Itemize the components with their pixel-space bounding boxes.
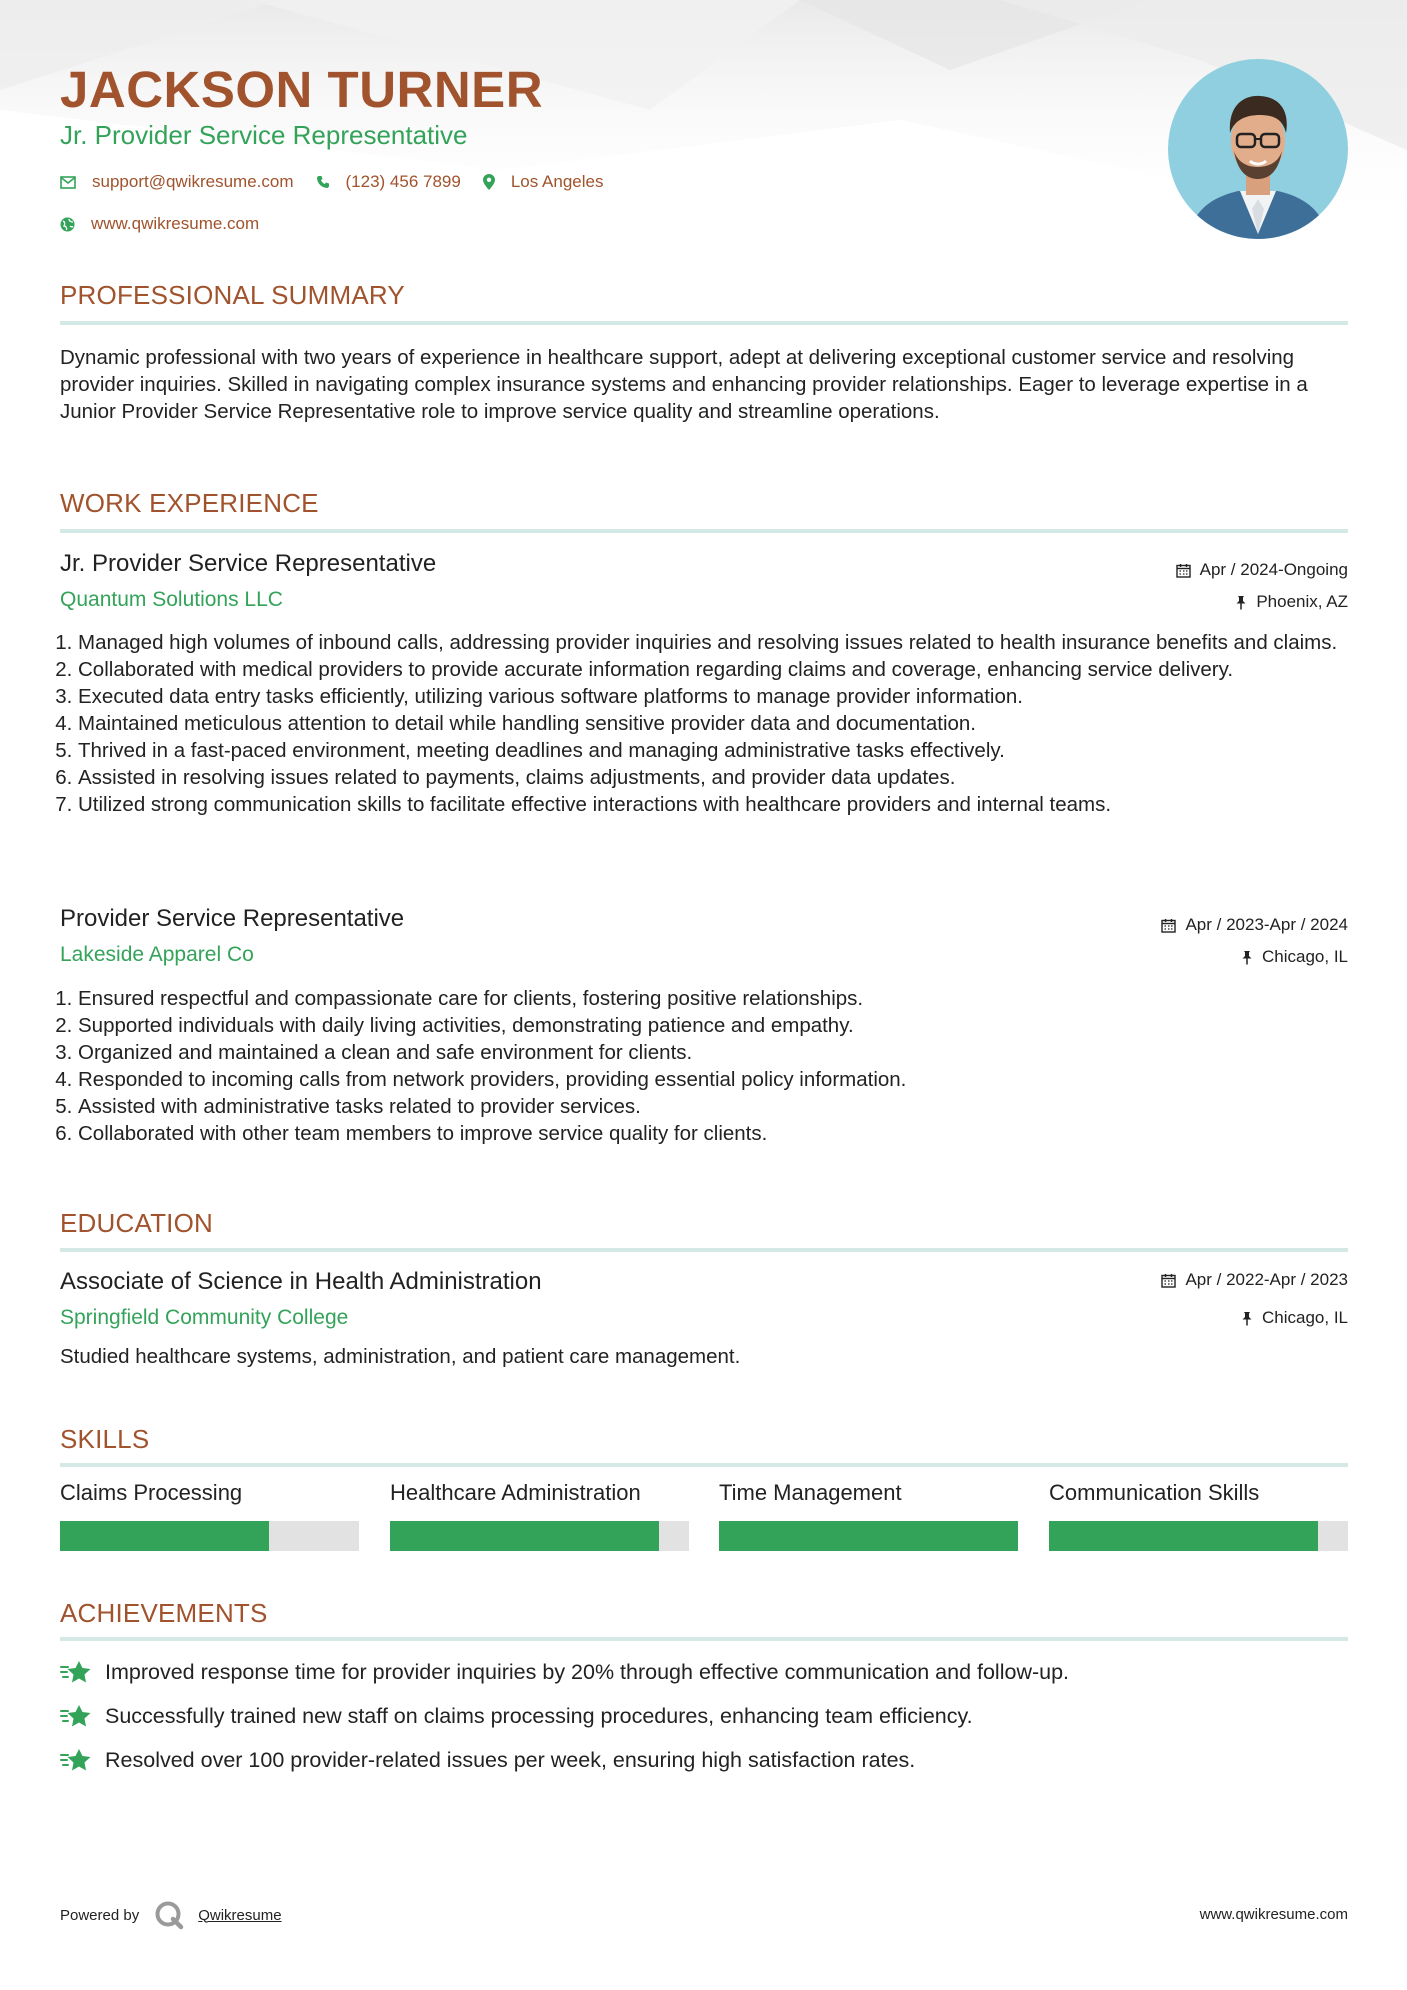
job-dates [1176,560,1348,580]
contact-row-website [60,214,281,234]
footer-powered-by [60,1900,282,1930]
section-heading-summary: PROFESSIONAL SUMMARY [60,280,405,310]
section-divider [60,529,1348,533]
degree-title: Associate of Science in Health Administration [60,1268,542,1295]
skill-label: Time Management [719,1480,902,1505]
candidate-title: Jr. Provider Service Representative [60,120,468,150]
job-bullet: 6. Assisted in resolving issues related to payments, claims adjustments, and provider data updates. [78,764,1368,791]
achievement-text: Successfully trained new staff on claims processing procedures, enhancing team efficiency. [105,1703,973,1728]
skill-bar [1049,1521,1348,1551]
job-dates-text: Apr / 2024-Ongoing [1199,560,1348,579]
map-pin-icon [483,174,495,190]
skill-item [719,1480,1018,1510]
qwikresume-link[interactable]: Qwikresume [198,1906,282,1924]
website-text: www.qwikresume.com [91,214,260,233]
education-description: Studied healthcare systems, administration, and patient care management. [60,1345,741,1368]
envelope-icon [60,176,76,189]
contact-location [483,172,604,192]
profile-photo [1168,59,1348,239]
section-heading-experience: WORK EXPERIENCE [60,488,319,518]
job-bullet: 1. Managed high volumes of inbound calls, addressing provider inquiries and resolving issues related to health insurance benefits and claims. [78,629,1368,656]
achievement-item [60,1702,973,1730]
skill-item [60,1480,359,1510]
skills-grid [60,1480,1350,1560]
calendar-icon [1161,1273,1176,1288]
pushpin-icon [1241,950,1253,965]
job-bullet: 1. Ensured respectful and compassionate care for clients, fostering positive relationships. [78,985,1368,1012]
company-name: Lakeside Apparel Co [60,943,254,966]
star-badge-icon [60,1746,93,1774]
qwikresume-logo-icon [154,1900,184,1930]
achievement-text: Improved response time for provider inquiries by 20% through effective communication and follow-up. [105,1659,1070,1684]
pushpin-icon [1241,1311,1253,1326]
achievement-item [60,1746,915,1774]
skill-bar-fill [719,1521,1018,1551]
job-dates-text: Apr / 2023-Apr / 2024 [1185,915,1348,934]
footer-website-link[interactable]: www.qwikresume.com [1199,1906,1348,1923]
powered-by-label: Powered by [60,1906,140,1924]
skill-bar-fill [1049,1521,1318,1551]
section-divider [60,321,1348,325]
job-bullets [60,985,1368,1147]
skill-item [390,1480,689,1510]
achievement-text: Resolved over 100 provider-related issues per week, ensuring high satisfaction rates. [105,1747,916,1772]
job-location [1241,947,1348,967]
calendar-icon [1161,918,1176,933]
phone-icon [316,175,330,189]
skill-label: Communication Skills [1049,1480,1260,1505]
job-bullet: 5. Assisted with administrative tasks related to provider services. [78,1093,1368,1120]
contact-email[interactable] [60,172,294,192]
job-bullets [60,629,1368,818]
candidate-name: JACKSON TURNER [60,61,544,118]
star-badge-icon [60,1658,93,1686]
job-bullet: 6. Collaborated with other team members to improve service quality for clients. [78,1120,1368,1147]
company-name: Quantum Solutions LLC [60,588,283,611]
section-divider [60,1248,1348,1252]
section-heading-achievements: ACHIEVEMENTS [60,1598,268,1628]
education-dates-text: Apr / 2022-Apr / 2023 [1185,1270,1348,1289]
email-text: support@qwikresume.com [92,172,294,191]
section-divider [60,1637,1348,1641]
skill-bar [390,1521,689,1551]
job-bullet: 2. Supported individuals with daily living activities, demonstrating patience and empathy. [78,1012,1368,1039]
location-text: Los Angeles [510,172,604,191]
calendar-icon [1176,563,1191,578]
job-location-text: Chicago, IL [1262,947,1348,966]
job-bullet: 4. Maintained meticulous attention to detail while handling sensitive provider data and documentation. [78,710,1368,737]
profile-photo-illustration [1168,59,1348,239]
section-heading-skills: SKILLS [60,1424,150,1454]
job-title: Provider Service Representative [60,905,405,932]
job-bullet: 5. Thrived in a fast-paced environment, meeting deadlines and managing administrative tasks effectively. [78,737,1368,764]
phone-text: (123) 456 7899 [345,172,461,191]
school-name: Springfield Community College [60,1306,349,1329]
education-dates [1161,1270,1348,1290]
skill-label: Claims Processing [60,1480,243,1505]
star-badge-icon [60,1702,93,1730]
job-bullet: 4. Responded to incoming calls from network providers, providing essential policy information. [78,1066,1368,1093]
contact-website[interactable] [60,214,259,234]
globe-icon [60,217,75,232]
pushpin-icon [1235,595,1247,610]
skill-bar-fill [390,1521,659,1551]
section-heading-education: EDUCATION [60,1208,213,1238]
job-dates [1161,915,1348,935]
education-location [1241,1308,1348,1328]
job-bullet: 3. Organized and maintained a clean and safe environment for clients. [78,1039,1368,1066]
contact-phone[interactable] [316,172,461,192]
skill-item [1049,1480,1348,1510]
job-location-text: Phoenix, AZ [1256,592,1348,611]
skill-bar-fill [60,1521,269,1551]
job-location [1235,592,1348,612]
job-bullet: 2. Collaborated with medical providers to provide accurate information regarding claims and coverage, enhancing service delivery. [78,656,1368,683]
job-bullet: 3. Executed data entry tasks efficiently, utilizing various software platforms to manage provider information. [78,683,1368,710]
summary-text: Dynamic professional with two years of experience in healthcare support, adept at delivering exceptional customer service and resolving provider inquiries. Skilled in navigating complex insurance systems and enhancing provider relationships. Eager to leverage expertise in a Junior Provider Service Representative role to improve service quality and streamline operations. [60,346,1308,423]
section-divider [60,1463,1348,1467]
skill-label: Healthcare Administration [390,1480,641,1505]
skill-bar [719,1521,1018,1551]
job-bullet: 7. Utilized strong communication skills to facilitate effective interactions with healthcare providers and internal teams. [78,791,1368,818]
job-title: Jr. Provider Service Representative [60,550,437,577]
education-location-text: Chicago, IL [1262,1308,1348,1327]
skill-bar [60,1521,359,1551]
contact-row [60,172,625,192]
achievement-item [60,1658,1069,1686]
